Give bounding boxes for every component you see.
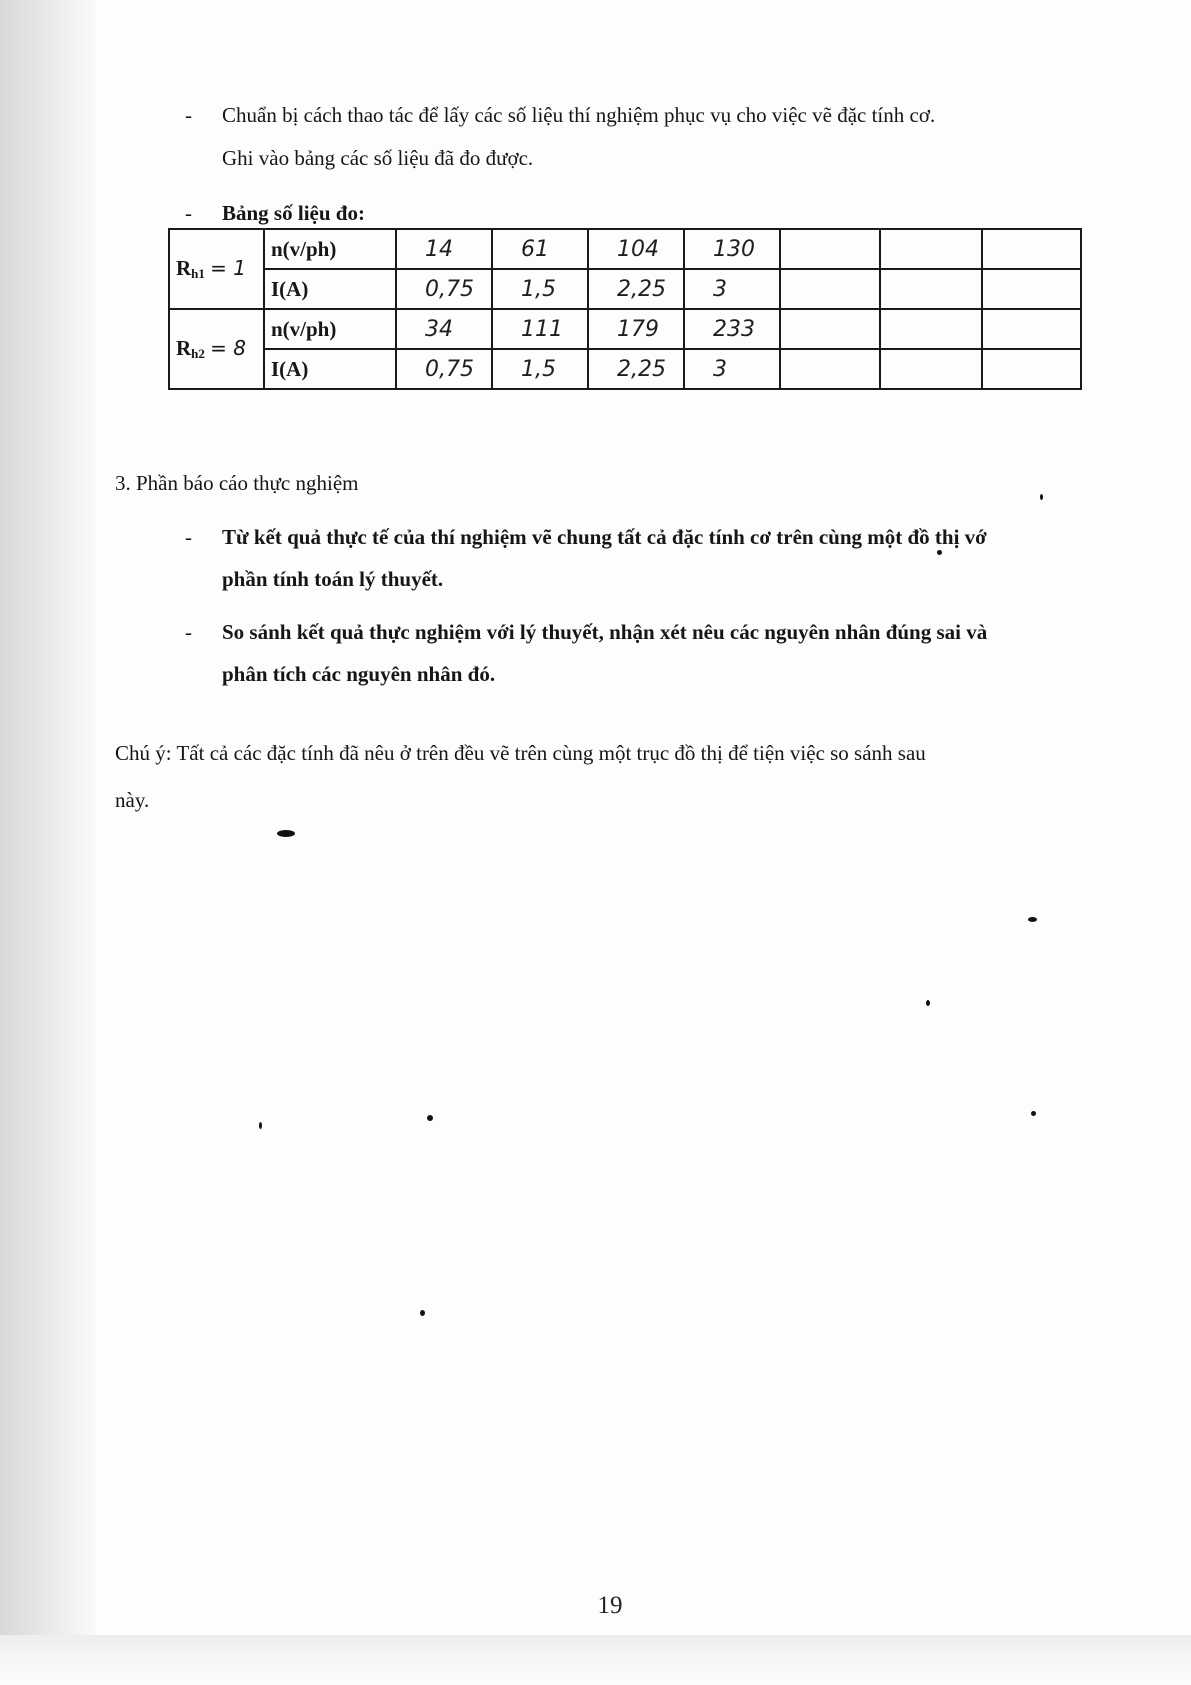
note-line-1: Chú ý: Tất cả các đặc tính đã nêu ở trên đều vẽ trên cùng một trục đồ thị để tiện việc so sánh sau [115, 741, 926, 765]
table-row [169, 349, 1081, 389]
table-cell: 2,25 [588, 269, 684, 309]
label-symbol: R [176, 256, 192, 280]
table-cell [780, 229, 880, 269]
table-caption: Bảng số liệu đo: [222, 201, 365, 225]
group-label-rh2 [169, 309, 264, 389]
table-cell: 104 [588, 229, 684, 269]
report-line-4: phân tích các nguyên nhân đó. [222, 662, 496, 686]
scan-speck [1040, 494, 1043, 500]
table-cell: 14 [396, 229, 492, 269]
label-handwritten-value: = 1 [210, 256, 246, 280]
scan-speck [937, 550, 942, 555]
scan-speck [1028, 917, 1037, 922]
table-row [169, 309, 1081, 349]
row-header-current: I(A) [264, 349, 396, 389]
report-line-2: phần tính toán lý thuyết. [222, 567, 444, 591]
bullet-dash: - [185, 201, 192, 225]
table-cell [880, 309, 982, 349]
table-cell: 34 [396, 309, 492, 349]
instruction-line-2: Ghi vào bảng các số liệu đã đo được. [222, 146, 534, 170]
scan-speck [259, 1122, 262, 1129]
table-cell [880, 269, 982, 309]
table-cell: 2,25 [588, 349, 684, 389]
table-cell: 0,75 [396, 269, 492, 309]
label-handwritten-value: = 8 [210, 336, 246, 360]
scan-speck [1031, 1111, 1036, 1116]
label-subscript: h1 [191, 266, 205, 281]
scan-speck [427, 1115, 433, 1121]
table-cell [780, 309, 880, 349]
bullet-dash: - [185, 103, 192, 127]
table-cell [780, 269, 880, 309]
table-cell: 233 [684, 309, 780, 349]
note-line-2: này. [115, 788, 150, 812]
table-cell: 61 [492, 229, 588, 269]
row-header-speed: n(v/ph) [264, 229, 396, 269]
row-header-speed: n(v/ph) [264, 309, 396, 349]
table-cell [982, 269, 1081, 309]
table-cell [982, 349, 1081, 389]
table-cell [880, 229, 982, 269]
page-number: 19 [597, 1592, 623, 1619]
bullet-dash: - [185, 620, 192, 644]
bullet-dash: - [185, 525, 192, 549]
table-row [169, 269, 1081, 309]
table-cell [982, 309, 1081, 349]
table-row [169, 229, 1081, 269]
scan-speck [277, 830, 295, 837]
group-label-rh1 [169, 229, 264, 309]
instruction-line-1: Chuẩn bị cách thao tác để lấy các số liệu thí nghiệm phục vụ cho việc vẽ đặc tính cơ. [222, 103, 936, 127]
measurement-table [168, 228, 1082, 390]
table-cell: 1,5 [492, 349, 588, 389]
table-cell: 1,5 [492, 269, 588, 309]
table-cell [880, 349, 982, 389]
table-cell: 3 [684, 349, 780, 389]
section-heading: 3. Phần báo cáo thực nghiệm [115, 471, 359, 495]
report-line-1: Từ kết quả thực tế của thí nghiệm vẽ chung tất cả đặc tính cơ trên cùng một đồ thị vớ [222, 525, 987, 549]
label-subscript: h2 [191, 346, 205, 361]
table-cell [982, 229, 1081, 269]
scan-speck [420, 1310, 425, 1316]
table-cell: 130 [684, 229, 780, 269]
report-line-3: So sánh kết quả thực nghiệm với lý thuyết, nhận xét nêu các nguyên nhân đúng sai và [222, 620, 988, 644]
scan-speck [926, 1000, 930, 1006]
table-cell [780, 349, 880, 389]
table-cell: 111 [492, 309, 588, 349]
row-header-current: I(A) [264, 269, 396, 309]
table-cell: 179 [588, 309, 684, 349]
table-cell: 0,75 [396, 349, 492, 389]
label-symbol: R [176, 336, 192, 360]
table-cell: 3 [684, 269, 780, 309]
